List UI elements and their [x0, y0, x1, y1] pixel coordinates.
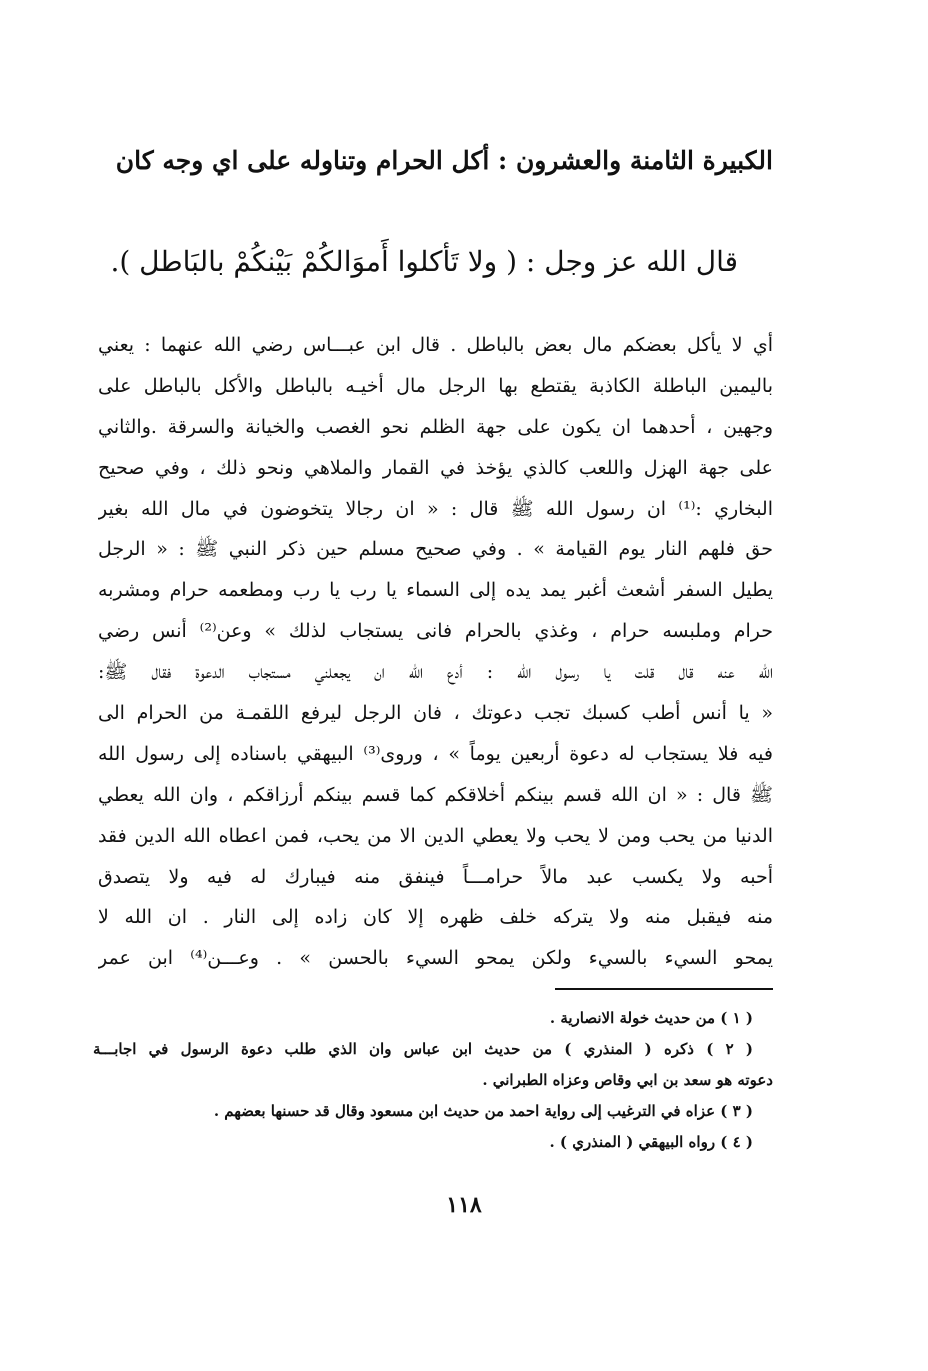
footnote: ( ٤ ) رواه البيهقي ( المنذري ) . [549, 1133, 753, 1151]
body-line: منه فيقبل منه ولا يتركه خلف ظهره إلا كان زاده إلى النار . ان الله لا [98, 906, 773, 929]
body-line: فيه فلا يستجاب له دعوة أربعين يوماً » ، وروى⁽³⁾ البيهقي باسناده إلى رسول الله [98, 742, 773, 765]
body-line: يطيل السفر أشعث أغبر يمد يده إلى السماء يا رب يا رب ومطعمه حرام ومشربه [98, 579, 773, 602]
body-line: الدنيا من يحب ومن لا يحب ولا يعطي الدين الا من يحب، فمن اعطاه الله الدين فقد [98, 824, 773, 847]
body-line: أي لا يأكل بعضكم مال بعض بالباطل . قال ابن عبـــاس رضي الله عنهما : يعني [98, 334, 773, 356]
footnote: ( ١ ) من حديث خولة الانصارية . [549, 1009, 753, 1027]
quran-verse: قال الله عز وجل : ( ولا تَأكلوا أَموَالكُمْ بَيْنكُمْ بالبَاطل ). [110, 245, 738, 278]
footnote-divider [555, 988, 773, 990]
body-line: وجهين ، أحدهما ان يكون على جهة الظلم نحو الغصب والخيانة والسرقة .والثاني [98, 415, 773, 438]
footnotes [93, 1003, 773, 1158]
body-line: ﷺ قال : « ان الله قسم بينكم أخلاقكم كما قسم بينكم أرزاقكم ، وان الله يعطي [98, 783, 773, 806]
body-line: حرام وملبسه حرام ، وغذي بالحرام فانى يستجاب لذلك » وعن⁽²⁾ أنس رضي [98, 620, 773, 643]
body-text [98, 325, 773, 979]
body-line: الله عنه قال قلت يا رسول الله : أدع الله ان يجعلني مستجاب الدعوة فقال ﷺ: [98, 661, 773, 684]
body-line: حق فلهم النار يوم القيامة » . وفي صحيح مسلم حين ذكر النبي ﷺ : « الرجل [98, 538, 773, 561]
footnote: ( ٣ ) عزاه في الترغيب إلى رواية احمد من حديث ابن مسعود وقال قد حسنها بعضهم . [213, 1102, 753, 1120]
body-line: « يا أنس أطب كسبك تجب دعوتك ، فان الرجل ليرفع اللقمـة من الحرام الى [98, 702, 773, 725]
body-line: باليمين الباطلة الكاذبة يقتطع بها الرجل مال أخيـه بالباطل والأكل بالباطل على [98, 374, 773, 397]
chapter-heading: الكبيرة الثامنة والعشرون : أكل الحرام وتناوله على اي وجه كان [115, 146, 773, 175]
body-line: أحبه ولا يكسب عبد مالاً حرامـــاً فينفق منه فيبارك له فيه ولا يتصدق [98, 865, 773, 888]
footnote-continuation: دعوته هو سعد بن ابي وقاص وعزاه الطبراني . [482, 1071, 773, 1089]
footnote: ( ٢ ) ذكره ( المنذري ) من حديث ابن عباس وان الذي طلب دعوة الرسول في اجابـــة [93, 1040, 753, 1058]
page-number: ١١٨ [446, 1192, 482, 1218]
body-line: البخاري :⁽¹⁾ ان رسول الله ﷺ قال : « ان رجالا يتخوضون في مال الله بغير [98, 497, 773, 520]
body-line: يمحو السيء بالسيء ولكن يمحو السيء بالحسن » . وعـــن⁽⁴⁾ ابن عمر [98, 947, 773, 970]
body-line: على جهة الهزل واللعب كالذي يؤخذ في القمار والملاهي ونحو ذلك ، وفي صحيح [98, 456, 773, 479]
